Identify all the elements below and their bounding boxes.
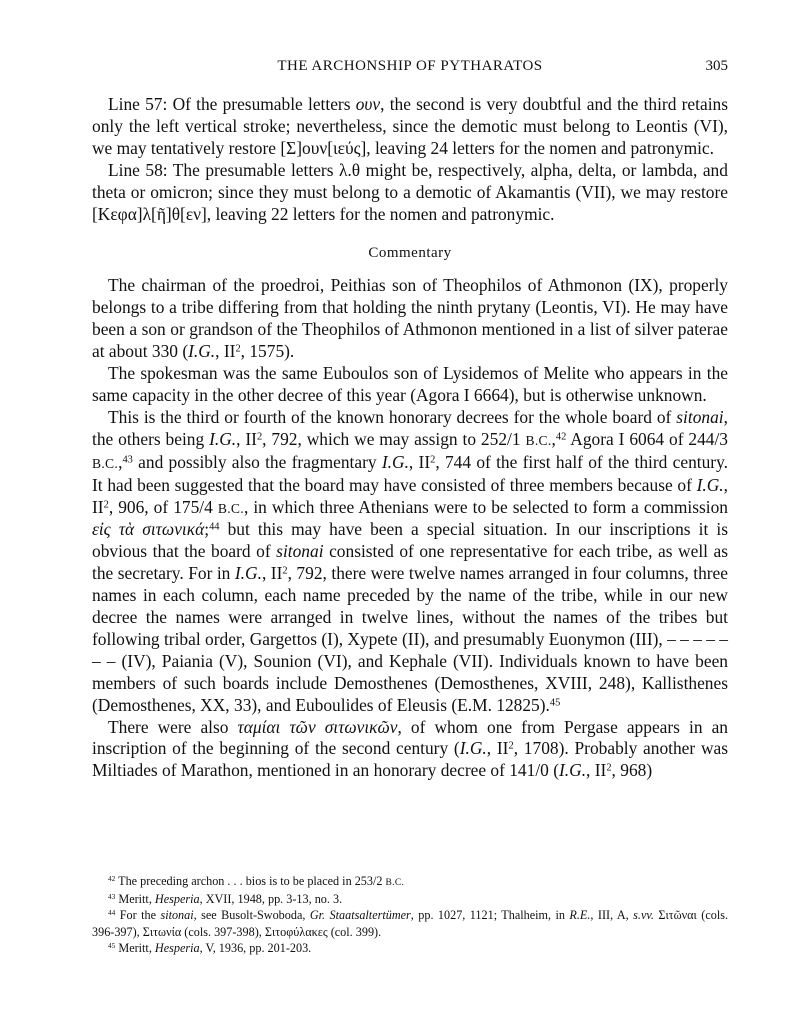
paragraph-sitonai: This is the third or fourth of the known honorary decrees for the whole board of sitonai, the others being I.G., $II^2$, 792, which we may assign to 252/1 B.C.,$^{42}$ Agora I 6064 of 244/3 B.C.,$^{43}$ and possibly also the fragmentary I.G., $II^2$, 744 of the first half of the third century. It had been suggested that the board may have consisted of three members because of I.G., $II^2$, 906, of 175/4 B.C., in which three Athenians were to be selected to form a commission εἰς τὰ σιτωνικά;$^{44}$ but this may have been a special situation. In our inscriptions it is obvious that the board of sitonai consisted of one representative for each tribe, as well as the secretary. For in I.G., $II^2$, 792, there were twelve names arranged in four columns, three names in each column, each name preceded by the name of the tribe, while in our new decree the names were arranged in twelve lines, without the names of the tribes but following tribal order, Gargettos (I), Xypete (II), and presumably Euonymon (III), – – – – – – – (IV), Paiania (V), Sounion (VI), and Kephale (VII). Individuals known to have been members of such boards include Demosthenes (Demosthenes, XVIII, 248), Kallisthenes (Demosthenes, XX, 33), and Euboulides of Eleusis (E.M. 12825).$^{45}$ — [92, 406, 729, 715]
paragraph-spokesman: The spokesman was the same Euboulos son of Lysidemos of Melite who appears in the same capacity in the other decree of this year (Agora I 6664), but is otherwise unknown. — [92, 363, 728, 405]
greek-restoration: [Κεφα]λ[ῆ]θ[εν] — [92, 203, 207, 224]
main-text — [92, 94, 728, 782]
footnote-ref-45: 45 — [549, 696, 561, 708]
greek-letters: λ.θ — [338, 159, 361, 180]
note-line-58: Line 58: The presumable letters λ.θ might be, respectively, alpha, delta, or lambda, and theta or omicron; since they must belong to a demotic of Akamantis (VII), we may restore [Κεφα]λ[ῆ]θ[εν], leaving 22 letters for the nomen and patronymic. — [92, 159, 728, 224]
running-title: THE ARCHONSHIP OF PYTHARATOS — [277, 58, 543, 74]
page-header — [92, 58, 728, 80]
footnote-45: $^{45}$ Meritt, Hesperia, V, 1936, pp. 201-203. — [108, 940, 312, 955]
footnote-44: $^{44}$ For the sitonai, see Busolt-Swoboda, Gr. Staatsaltertümer, pp. 1027, 1121; Thalheim, in R.E., III, A, s.vv. Σιτῶναι (cols. 396-397), Σιτωνία (cols. 397-398), Σιτοφύλακες (col. 399). — [92, 908, 729, 939]
greek-letters: ουν — [355, 94, 381, 114]
footnote-ref-43: 43 — [122, 453, 133, 465]
paragraph-chairman: The chairman of the proedroi, Peithias son of Theophilos of Athmonon (IX), properly belongs to a tribe differing from that holding the ninth prytany (Leontis, VI). He may have been a son or grandson of the Theophilos of Athmonon mentioned in a list of silver paterae at about 330 (I.G., $II^2$, 1575). — [92, 275, 728, 362]
greek-phrase: εἰς τὰ σιτωνικά — [92, 519, 205, 540]
footnotes — [92, 873, 728, 956]
footnote-42: $^{42}$ The preceding archon . . . bios is to be placed in 253/2 B.C. — [108, 873, 405, 888]
footnote-ref-44: 44 — [209, 521, 220, 533]
note-line-57: Line 57: Of the presumable letters ουν, the second is very doubtful and the third retains only the left vertical stroke; nevertheless, since the demotic must belong to Leontis (VI), we may tentatively restore [Σ]ουν[ιεύς], leaving 24 letters for the nomen and patronymic. — [92, 94, 728, 158]
greek-restoration: [Σ]ουν[ιεύς] — [280, 137, 367, 158]
lacuna-dashes: – – – – – – – — [92, 628, 728, 671]
section-heading: Commentary — [368, 245, 452, 262]
footnote-43: $^{43}$ Meritt, Hesperia, XVII, 1948, pp. 3-13, no. 3. — [108, 892, 343, 907]
paragraph-tamiai: There were also ταμίαι τῶν σιτωνικῶν, of whom one from Pergase appears in an inscription of the beginning of the second century (I.G., $II^2$, 1708). Probably another was Miltiades of Marathon, mentioned in an honorary decree of 141/0 (I.G., $II^2$, 968) — [92, 716, 729, 781]
footnote-ref-42: 42 — [555, 431, 567, 443]
greek-phrase: ταμίαι τῶν σιτωνικῶν — [237, 716, 398, 737]
page-number: 305 — [705, 58, 728, 74]
